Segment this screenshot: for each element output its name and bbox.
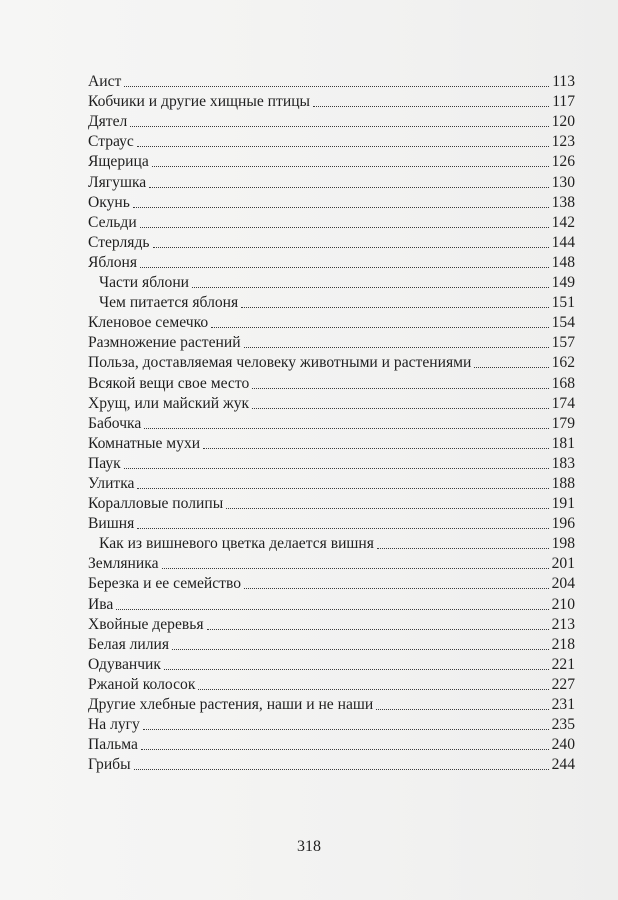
dot-leader (164, 669, 549, 670)
toc-entry-page: 142 (551, 213, 575, 231)
toc-entry (88, 273, 575, 293)
toc-entry-title: Коралловые полипы (88, 495, 224, 513)
toc-entry (88, 152, 575, 172)
toc-entry-page: 227 (551, 675, 575, 693)
toc-entry (88, 494, 575, 514)
toc-entry-page: 113 (552, 73, 575, 91)
dot-leader (124, 86, 549, 87)
dot-leader (226, 508, 548, 509)
toc-entry (88, 615, 575, 635)
toc-entry-page: 120 (551, 113, 575, 131)
toc-entry-title: Польза, доставляемая человеку животными и растениями (88, 354, 472, 372)
toc-entry (88, 253, 575, 273)
toc-entry-title: Ящерица (88, 153, 149, 171)
toc-entry-page: 244 (551, 756, 575, 774)
dot-leader (141, 749, 549, 750)
dot-leader (152, 166, 549, 167)
dot-leader (192, 287, 549, 288)
dot-leader (149, 187, 548, 188)
toc-entry-page: 210 (551, 595, 575, 613)
toc-entry (88, 755, 575, 775)
toc-entry-page: 179 (551, 414, 575, 432)
toc-entry-title: Размножение растений (88, 334, 241, 352)
toc-entry-page: 183 (551, 454, 575, 472)
toc-entry-title: Улитка (88, 474, 135, 492)
toc-entry (88, 333, 575, 353)
toc-entry-title: Всякой вещи свое место (88, 374, 250, 392)
toc-entry-title: Комнатные мухи (88, 434, 201, 452)
toc-entry-page: 144 (551, 233, 575, 251)
dot-leader (474, 367, 548, 368)
dot-leader (137, 488, 548, 489)
dot-leader (377, 548, 549, 549)
dot-leader (140, 227, 549, 228)
toc-entry-title: Грибы (88, 756, 131, 774)
toc-entry (88, 112, 575, 132)
toc-entry (88, 574, 575, 594)
dot-leader (116, 609, 548, 610)
toc-entry-page: 148 (551, 253, 575, 271)
dot-leader (134, 769, 549, 770)
dot-leader (140, 267, 549, 268)
toc-entry-page: 162 (551, 354, 575, 372)
dot-leader (244, 588, 549, 589)
toc-entry-page: 138 (551, 193, 575, 211)
toc-entry-title: Хрущ, или майский жук (88, 394, 250, 412)
dot-leader (313, 106, 549, 107)
toc-entry-page: 168 (551, 374, 575, 392)
toc-entry-page: 154 (551, 314, 575, 332)
toc-entry-page: 191 (551, 495, 575, 513)
dot-leader (133, 207, 549, 208)
dot-leader (244, 347, 549, 348)
toc-entry-page: 188 (551, 474, 575, 492)
toc-entry-page: 174 (551, 394, 575, 412)
toc-entry-title: Вишня (88, 515, 135, 533)
toc-entry-title: Хвойные деревья (88, 615, 204, 633)
toc-entry-title: Земляника (88, 555, 159, 573)
toc-entry-title: Кленовое семечко (88, 314, 209, 332)
toc-entry-title: Ржаной колосок (88, 675, 196, 693)
page-number: 318 (297, 838, 321, 855)
toc-entry-page: 123 (551, 133, 575, 151)
toc-entry (88, 594, 575, 614)
dot-leader (207, 629, 549, 630)
toc-entry-title: Окунь (88, 193, 130, 211)
toc-entry-page: 130 (551, 173, 575, 191)
toc-entry (88, 293, 575, 313)
toc-entry-title: Чем питается яблоня (99, 294, 239, 312)
toc-entry (88, 414, 575, 434)
toc-entry-page: 235 (551, 716, 575, 734)
dot-leader (172, 649, 549, 650)
toc-entry-title: Аист (88, 73, 122, 91)
toc-entry (88, 735, 575, 755)
toc-entry-title: Части яблони (99, 274, 190, 292)
dot-leader (252, 388, 548, 389)
dot-leader (124, 468, 549, 469)
toc-entry (88, 635, 575, 655)
toc-entry (88, 213, 575, 233)
toc-entry-title: Как из вишневого цветка делается вишня (99, 535, 374, 553)
toc-entry (88, 695, 575, 715)
toc-entry (88, 394, 575, 414)
toc-entry-title: На лугу (88, 716, 140, 734)
toc-entry (88, 373, 575, 393)
toc-entry (88, 172, 575, 192)
toc-entry-page: 204 (551, 575, 575, 593)
toc-entry-title: Стерлядь (88, 233, 150, 251)
toc-entry-title: Дятел (88, 113, 128, 131)
toc-entry (88, 132, 575, 152)
dot-leader (376, 709, 548, 710)
dot-leader (130, 126, 548, 127)
toc-entry-title: Пальма (88, 736, 138, 754)
dot-leader (211, 327, 548, 328)
toc-entry-title: Яблоня (88, 253, 138, 271)
dot-leader (137, 528, 548, 529)
toc-entry (88, 353, 575, 373)
toc-entry-title: Березка и ее семейство (88, 575, 242, 593)
toc-entry-title: Сельди (88, 213, 137, 231)
toc-entry (88, 715, 575, 735)
dot-leader (198, 689, 548, 690)
toc-entry (88, 92, 575, 112)
toc-entry-page: 213 (551, 615, 575, 633)
toc-entry (88, 655, 575, 675)
toc-entry (88, 554, 575, 574)
toc-entry (88, 474, 575, 494)
dot-leader (137, 146, 549, 147)
toc-entry (88, 233, 575, 253)
toc-entry-title: Одуванчик (88, 655, 161, 673)
toc-entry-title: Ива (88, 595, 114, 613)
toc-entry (88, 454, 575, 474)
dot-leader (162, 568, 549, 569)
toc-entry-page: 198 (551, 535, 575, 553)
dot-leader (241, 307, 548, 308)
toc-entry-title: Другие хлебные растения, наши и не наши (88, 696, 374, 713)
table-of-contents (88, 72, 575, 775)
dot-leader (143, 729, 549, 730)
toc-entry (88, 675, 575, 695)
toc-entry (88, 534, 575, 554)
toc-entry-page: 149 (551, 274, 575, 292)
toc-entry-title: Бабочка (88, 414, 142, 432)
toc-entry-title: Страус (88, 133, 134, 151)
toc-entry-title: Паук (88, 454, 121, 472)
toc-entry (88, 434, 575, 454)
toc-entry-page: 201 (551, 555, 575, 573)
dot-leader (144, 428, 548, 429)
toc-entry-page: 117 (552, 93, 575, 111)
toc-entry (88, 72, 575, 92)
toc-entry-page: 240 (551, 736, 575, 754)
toc-entry-page: 196 (551, 515, 575, 533)
toc-entry-page: 221 (551, 655, 575, 673)
toc-entry-page: 126 (551, 153, 575, 171)
toc-entry-page: 157 (551, 334, 575, 352)
dot-leader (203, 448, 548, 449)
toc-entry (88, 193, 575, 213)
toc-entry-title: Белая лилия (88, 635, 170, 653)
toc-entry-title: Лягушка (88, 173, 147, 191)
toc-entry (88, 313, 575, 333)
toc-entry-page: 181 (551, 434, 575, 452)
toc-entry-page: 231 (551, 696, 575, 713)
dot-leader (153, 247, 549, 248)
toc-entry-page: 218 (551, 635, 575, 653)
dot-leader (252, 408, 549, 409)
toc-entry-title: Кобчики и другие хищные птицы (88, 93, 311, 111)
toc-entry (88, 514, 575, 534)
toc-entry-page: 151 (551, 294, 575, 312)
